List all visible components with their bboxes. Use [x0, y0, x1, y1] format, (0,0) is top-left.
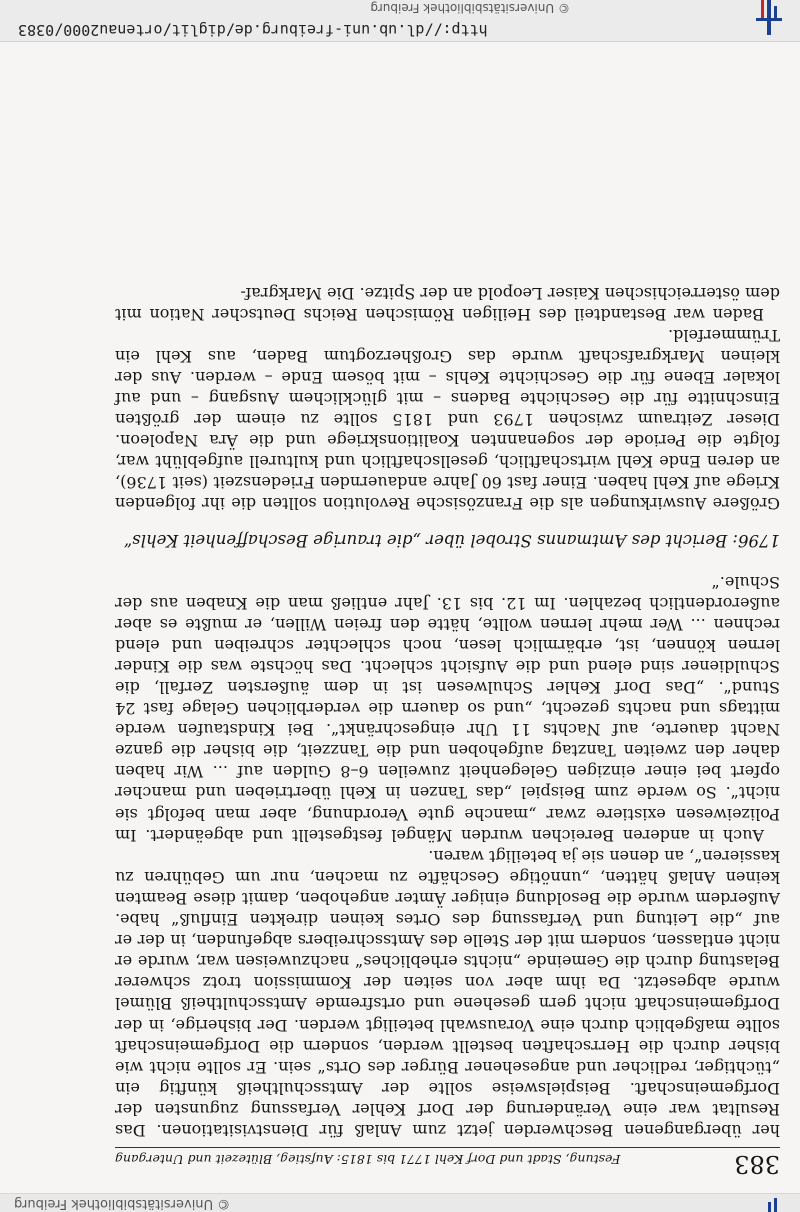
body-paragraph: Auch in anderen Bereichen wurden Mängel festgestellt und abgeändert. Im Polizeiwesen existiere zwar „manche gute Verordnung, aber man befolgt sie nicht“. So werde zum Beispiel „das Tanzen in Kehl übertrieben und mancher opfert bei einer einzigen Gelegenheit zuweilen 6–8 Gulden auf ... Wir haben daher den zweiten Tanztag aufgehoben und die Tanzzeit, die bisher die ganze Nacht dauerte, auf Nachts 11 Uhr eingeschränkt“. Bei Kindstaufen werde mittags und nachts gezecht, „und so dauern die verderblichen Gelage fast 24 Stund“. „Das Dorf Kehler Schulwesen ist in dem äußersten Zerfall, die Schuldiener sind elend und die Aufsicht schlecht. Das höchste was die Kinder lernen können, ist, erbärmlich lesen, noch schlechter schreiben und elend rechnen ... Wer mehr lernen wollte, hätte den freien Willen, er mußte es aber außerordentlich bezahlen. Im 12. bis 13. Jahr entließ man die Knaben aus der Schule.“ — [115, 572, 780, 845]
page-url[interactable]: http://dl.ub.uni-freiburg.de/diglit/ortenau2000/0383 — [18, 21, 488, 39]
running-head — [115, 1147, 780, 1176]
book-page — [115, 282, 780, 1176]
header-strip — [0, 1193, 800, 1212]
page-number: 383 — [734, 1150, 780, 1178]
running-title: Festung, Stadt und Dorf Kehl 1771 bis 1815: Aufstieg, Blütezeit und Untergang — [115, 1152, 621, 1167]
body-paragraph: Baden war Bestandteil des Heiligen Römischen Reichs Deutscher Nation mit dem österreichischen Kaiser Leopold an der Spitze. Die Markgraf- — [115, 283, 780, 324]
body-paragraph: Größere Auswirkungen als die Französische Revolution sollten die ihr folgenden Kriege auf Kehl haben. Einer fast 60 Jahre andauernden Friedenszeit (seit 1736), an deren Ende Kehl wirtschaftlich, gesellschaftlich und kulturell aufgeblüht war, folgte die Periode der sogenannten Koalitionskriege und die Ära Napoleon. Dieser Zeitraum zwischen 1793 und 1815 sollte zu einem der größten Einschnitte für die Geschichte Badens – mit glücklichem Ausgang – und auf lokaler Ebene für die Geschichte Kehls – mit bösem Ende – werden. Aus der kleinen Markgrafschaft wurde das Großherzogtum Baden, aus Kehl ein Trümmerfeld. — [115, 325, 780, 514]
footer-strip — [0, 0, 800, 42]
library-logo-icon — [756, 1194, 786, 1212]
section-heading: 1796: Bericht des Amtmanns Strobel über „die traurige Beschaffenheit Kehls“ — [123, 531, 780, 551]
copyright-credit: © Universitätsbibliothek Freiburg — [14, 1196, 231, 1211]
copyright-credit: © Universitätsbibliothek Freiburg — [370, 1, 570, 15]
body-paragraph: her übergangenen Beschwerden jetzt zum Anlaß für Dienstvisitationen. Das Resultat war eine Veränderung der Dorf Kehler Verfassung zugunsten der Dorfgemeinschaft. Beispielsweise sollte der Amtsschultheiß künftig ein „tüchtiger, redlicher und angesehener Bürger des Orts“ sein. Er sollte nicht wie bisher durch die Herrschaften bestellt werden, sondern die Dorfgemeinschaft sollte maßgeblich durch eine Vorauswahl beteiligt werden. Der bisherige, in der Dorfgemeinschaft nicht gern gesehene und ortsfremde Amtsschultheiß Blümel wurde abgesetzt. Da ihm aber von seiten der Kommission trotz schwerer Belastung durch die Gemeinde „nichts erhebliches“ nachzuweisen war, wurde er nicht entlassen, sondern mit der Stelle des Amtsschreibers abgefunden, in der er auf „die Leitung und Verfassung des Ortes keinen direkten Einfluß“ habe. Außerdem wurde die Besoldung einiger Ämter angehoben, damit diese Beamten keinen Anlaß hätten, „unnötige Geschäfte zu machen, nur um Gebühren zu kassieren“, an denen sie ja beteiligt waren. — [115, 846, 780, 1140]
library-logo-icon — [748, 0, 788, 35]
